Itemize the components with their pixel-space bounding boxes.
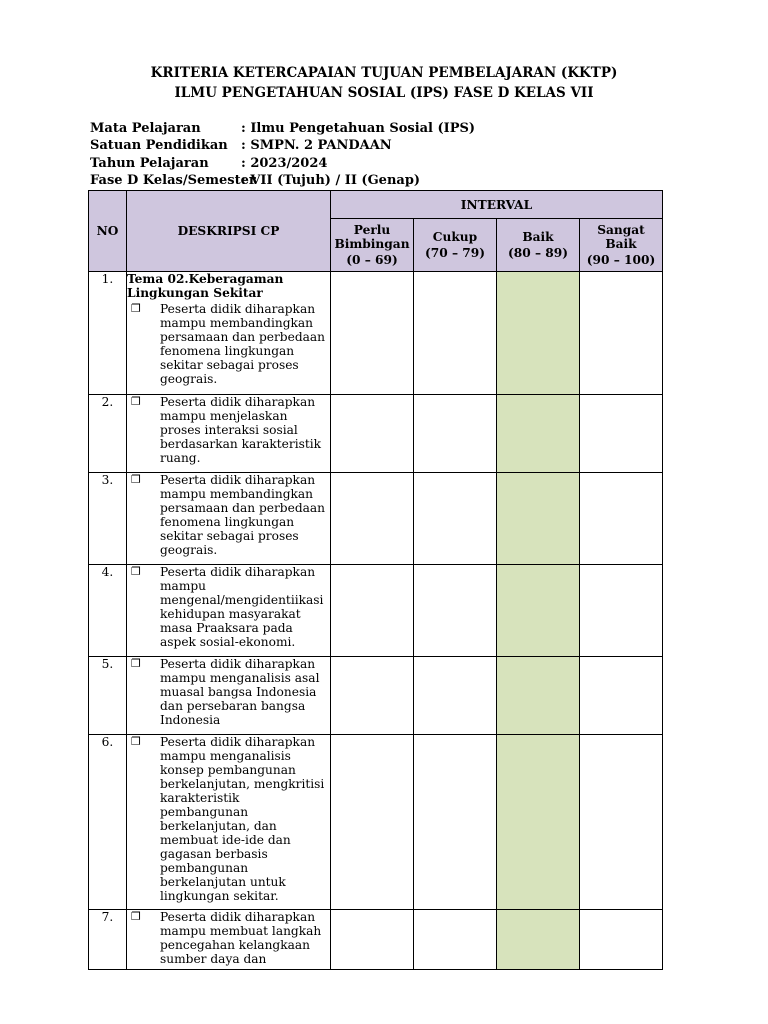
level-label: Cukup <box>432 230 478 244</box>
bullet-item <box>127 473 330 557</box>
row-number: 2. <box>89 395 127 473</box>
header-perlu-bimbingan <box>331 219 414 272</box>
level-label: Sangat Baik <box>597 223 645 251</box>
cell-perlu-bimbingan <box>331 735 414 910</box>
table-row <box>89 272 663 395</box>
cell-baik <box>497 473 580 565</box>
bullet-item <box>127 735 330 903</box>
cell-perlu-bimbingan <box>331 910 414 970</box>
row-theme: Tema 02.Keberagaman Lingkungan Sekitar <box>127 272 284 300</box>
cell-baik <box>497 565 580 657</box>
bullet-item <box>127 302 330 386</box>
cell-sangat-baik <box>580 473 663 565</box>
row-description <box>127 910 331 970</box>
table-row <box>89 735 663 910</box>
cell-baik <box>497 657 580 735</box>
meta-label: Satuan Pendidikan <box>90 138 228 154</box>
cell-perlu-bimbingan <box>331 272 414 395</box>
bullet-item <box>127 565 330 649</box>
row-number: 1. <box>89 272 127 395</box>
table-row <box>89 473 663 565</box>
level-label: Baik <box>522 230 554 244</box>
meta-row-subject <box>90 120 475 137</box>
header-deskripsi: DESKRIPSI CP <box>127 191 331 272</box>
cell-perlu-bimbingan <box>331 657 414 735</box>
cell-sangat-baik <box>580 910 663 970</box>
meta-row-class <box>90 172 475 189</box>
bullet-item <box>127 910 330 966</box>
bullet-item <box>127 395 330 465</box>
meta-label: Mata Pelajaran <box>90 121 201 136</box>
row-text: Peserta didik diharapkan mampu membandingkan persamaan dan perbedaan fenomena lingkungan sekitar sebagai proses geograis. <box>160 473 326 557</box>
table-row <box>89 910 663 970</box>
document-title: KRITERIA KETERCAPAIAN TUJUAN PEMBELAJARAN (KKTP) <box>150 65 618 81</box>
header-interval: INTERVAL <box>331 191 663 219</box>
table-row <box>89 395 663 473</box>
row-description <box>127 395 331 473</box>
cell-sangat-baik <box>580 735 663 910</box>
row-text: Peserta didik diharapkan mampu mengenal/mengidentiikasi kehidupan masyarakat masa Praaksara pada aspek sosial-ekonomi. <box>160 565 324 649</box>
cell-cukup <box>414 657 497 735</box>
row-number: 6. <box>89 735 127 910</box>
row-description <box>127 272 331 395</box>
cell-baik <box>497 735 580 910</box>
meta-label: Fase D Kelas/Semester <box>90 172 256 188</box>
cell-sangat-baik <box>580 272 663 395</box>
cell-baik <box>497 272 580 395</box>
row-description <box>127 473 331 565</box>
cell-sangat-baik <box>580 565 663 657</box>
checkbox-bullet-icon: ❐ <box>131 302 141 315</box>
row-description <box>127 735 331 910</box>
cell-cukup <box>414 272 497 395</box>
row-number: 7. <box>89 910 127 970</box>
row-text: Peserta didik diharapkan mampu menganalisis konsep pembangunan berkelanjutan, mengkritisi karakteristik pembangunan berkelanjutan, dan membuat ide-ide dan gagasan berbasis pembangunan berkelanjutan untuk lingkungan sekitar. <box>160 735 325 903</box>
row-description <box>127 565 331 657</box>
checkbox-bullet-icon: ❐ <box>131 565 141 578</box>
row-number: 3. <box>89 473 127 565</box>
bullet-item <box>127 657 330 727</box>
row-text: Peserta didik diharapkan mampu membuat langkah pencegahan kelangkaan sumber daya dan <box>160 910 322 966</box>
meta-label: Tahun Pelajaran <box>90 155 209 171</box>
table-row <box>89 657 663 735</box>
level-label: Perlu Bimbingan <box>334 223 410 251</box>
cell-baik <box>497 395 580 473</box>
meta-value: : Ilmu Pengetahuan Sosial (IPS) <box>241 121 476 136</box>
meta-value: : 2023/2024 <box>241 155 328 171</box>
header-cukup <box>414 219 497 272</box>
kktp-table <box>88 190 663 970</box>
level-range: (0 – 69) <box>346 253 398 267</box>
meta-info <box>90 120 475 189</box>
meta-row-year <box>90 155 475 172</box>
row-number: 4. <box>89 565 127 657</box>
cell-cukup <box>414 395 497 473</box>
row-description <box>127 657 331 735</box>
level-range: (90 – 100) <box>586 253 656 267</box>
table-row <box>89 565 663 657</box>
meta-value: : SMPN. 2 PANDAAN <box>241 138 392 154</box>
checkbox-bullet-icon: ❐ <box>131 657 141 670</box>
meta-row-school <box>90 137 475 154</box>
cell-sangat-baik <box>580 395 663 473</box>
row-text: Peserta didik diharapkan mampu menjelaskan proses interaksi sosial berdasarkan karakteristik ruang. <box>160 395 322 465</box>
cell-cukup <box>414 565 497 657</box>
header-no: NO <box>89 191 127 272</box>
checkbox-bullet-icon: ❐ <box>131 473 141 486</box>
cell-perlu-bimbingan <box>331 473 414 565</box>
header-row <box>89 191 663 219</box>
row-number: 5. <box>89 657 127 735</box>
level-range: (70 – 79) <box>424 246 486 260</box>
header-baik <box>497 219 580 272</box>
document-subtitle: ILMU PENGETAHUAN SOSIAL (IPS) FASE D KELAS VII <box>174 85 594 101</box>
cell-perlu-bimbingan <box>331 395 414 473</box>
cell-cukup <box>414 910 497 970</box>
row-text: Peserta didik diharapkan mampu menganalisis asal muasal bangsa Indonesia dan persebaran bangsa Indonesia <box>160 657 320 727</box>
cell-perlu-bimbingan <box>331 565 414 657</box>
meta-value: : VII (Tujuh) / II (Genap) <box>241 172 421 188</box>
checkbox-bullet-icon: ❐ <box>131 395 141 408</box>
row-text: Peserta didik diharapkan mampu membandingkan persamaan dan perbedaan fenomena lingkungan sekitar sebagai proses geograis. <box>160 302 326 386</box>
checkbox-bullet-icon: ❐ <box>131 735 141 748</box>
cell-cukup <box>414 473 497 565</box>
header-sangat-baik <box>580 219 663 272</box>
cell-baik <box>497 910 580 970</box>
cell-cukup <box>414 735 497 910</box>
checkbox-bullet-icon: ❐ <box>131 910 141 923</box>
cell-sangat-baik <box>580 657 663 735</box>
level-range: (80 – 89) <box>507 246 569 260</box>
